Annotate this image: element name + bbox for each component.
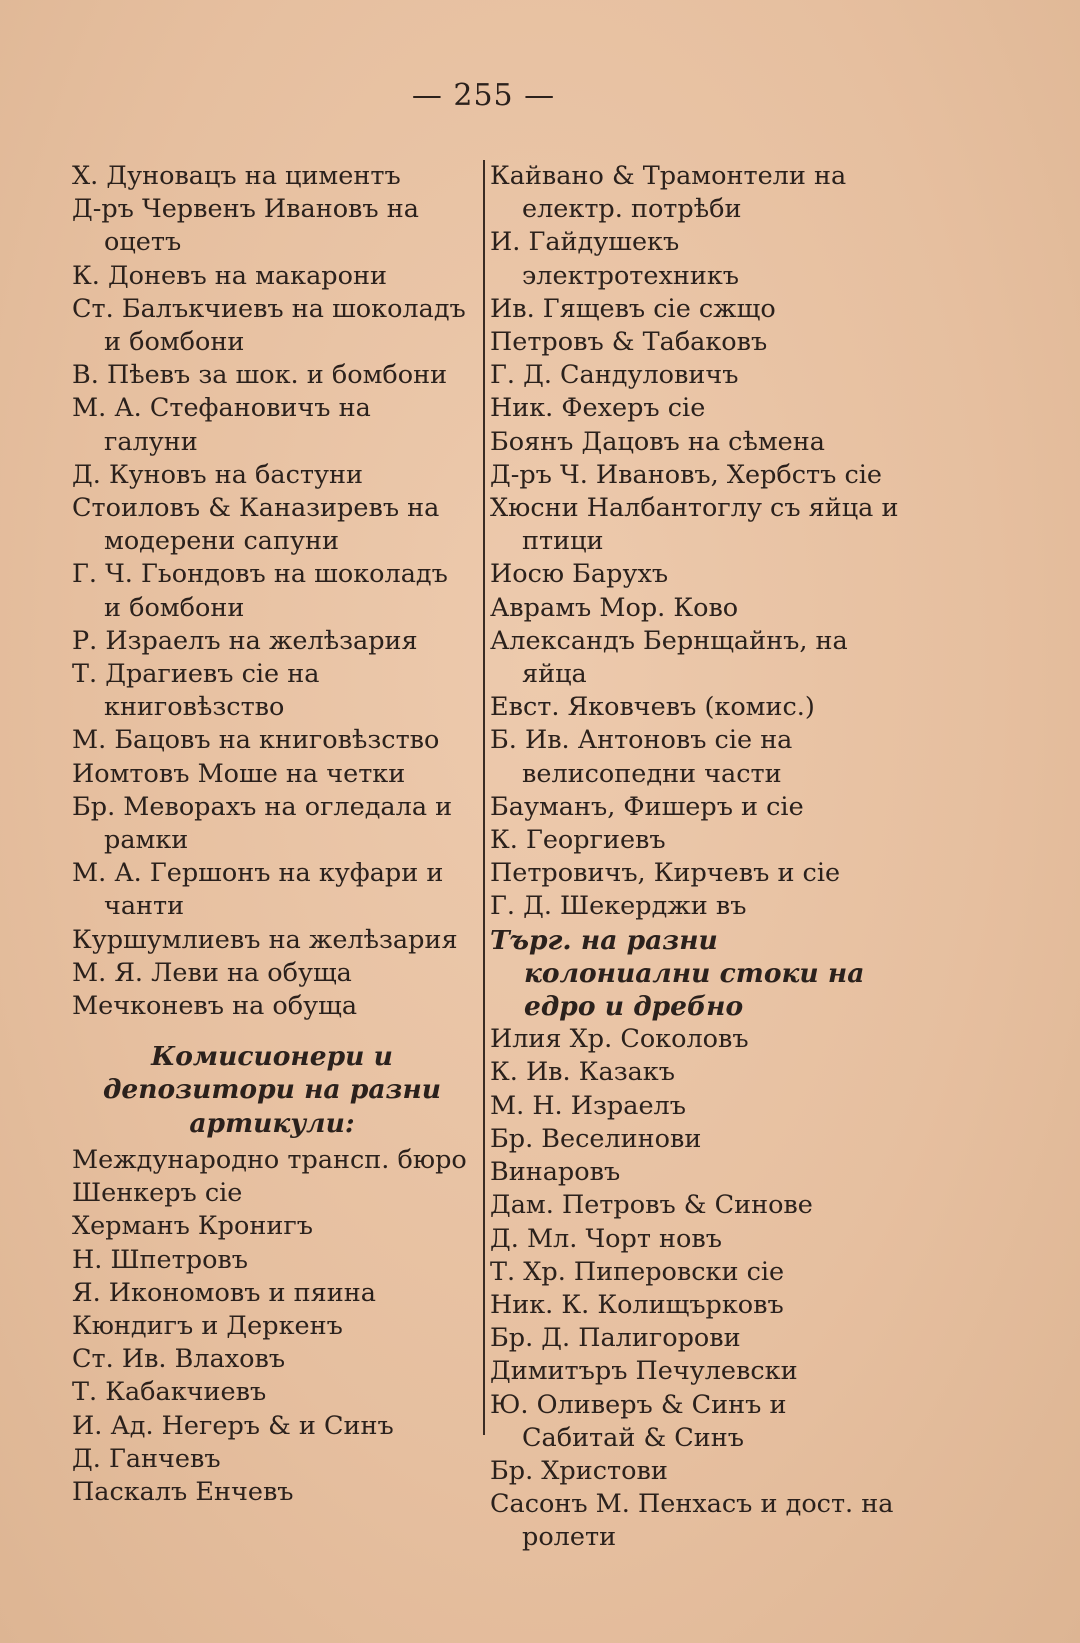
directory-entry: И. Гайдушекъ электротехникъ (490, 227, 740, 291)
directory-entry: Петровъ & Табаковъ (490, 327, 768, 358)
left-entries-top (72, 160, 472, 1023)
directory-entry: В. Пѣевъ за шок. и бомбони (72, 360, 448, 391)
directory-entry: Бр. Веселинови (490, 1123, 702, 1154)
directory-entry: Александъ Бернщайнъ, на яйца (490, 625, 848, 690)
directory-entry: Д-ръ Червенъ Ивановъ на оцетъ (72, 194, 419, 258)
directory-columns (72, 160, 902, 1553)
directory-entry: Паскалъ Енчевъ (72, 1476, 294, 1507)
directory-entry: Г. Ч. Гьондовъ на шоколадъ и бомбони (72, 559, 448, 623)
directory-entry: Стоиловъ & Каназиревъ на модерени сапуни (72, 493, 440, 557)
directory-entry: М. Бацовъ на книговѣзство (72, 725, 440, 756)
directory-entry: К. Доневъ на макарони (72, 260, 387, 291)
directory-entry: Хюсни Налбантоглу съ яйца и птици (490, 493, 899, 557)
directory-entry: Дам. Петровъ & Синове (490, 1190, 813, 1221)
directory-entry: Илия Хр. Соколовъ (490, 1024, 749, 1055)
directory-entry: Шенкеръ сіе (72, 1178, 243, 1209)
left-column (72, 160, 472, 1509)
directory-entry: Сасонъ М. Пенхасъ и дост. на ролети (490, 1489, 894, 1553)
section-heading-colonial-goods: Търг. на разни колониални стоки на едро и дребно (490, 924, 865, 1023)
directory-entry: Ст. Балъкчиевъ на шоколадъ и бомбони (72, 293, 466, 358)
directory-entry: Ю. Оливеръ & Синъ и Сабитай & Синъ (490, 1389, 787, 1453)
column-divider (483, 160, 485, 1435)
directory-entry: М. Н. Израелъ (490, 1090, 686, 1121)
right-column (490, 160, 902, 1555)
directory-entry: Евст. Яковчевъ (комис.) (490, 692, 815, 723)
directory-entry: Бр. Христови (490, 1455, 668, 1486)
directory-entry: Х. Дуновацъ на циментъ (72, 161, 401, 191)
directory-entry: Д. Куновъ на бастуни (72, 459, 363, 490)
directory-entry: Т. Драгиевъ сіе на книговѣзство (72, 659, 320, 723)
directory-entry: Д. Ганчевъ (72, 1443, 221, 1474)
directory-entry: К. Ив. Казакъ (490, 1057, 675, 1088)
directory-entry: Т. Хр. Пиперовски сіе (490, 1256, 785, 1287)
directory-entry: Ст. Ив. Влаховъ (72, 1344, 286, 1375)
directory-entry: Бр. Меворахъ на огледала и рамки (72, 791, 453, 856)
directory-entry: Г. Д. Сандуловичъ (490, 360, 739, 391)
directory-entry: Т. Кабакчиевъ (72, 1377, 267, 1408)
directory-entry: Боянъ Дацовъ на сѣмена (490, 426, 825, 457)
directory-entry: Ник. Фехеръ сіе (490, 393, 706, 424)
directory-entry: М. Я. Леви на обуща (72, 957, 352, 988)
directory-entry: М. А. Стефановичъ на галуни (72, 393, 371, 457)
right-entries-bottom (490, 1023, 902, 1554)
directory-entry: Петровичъ, Кирчевъ и сіе (490, 858, 841, 889)
directory-entry: Кайвано & Трамонтели на електр. потрѣби (490, 161, 847, 225)
directory-entry: Иомтовъ Моше на четки (72, 758, 406, 789)
directory-entry: Д. Мл. Чорт новъ (490, 1223, 722, 1254)
directory-entry: Иосю Барухъ (490, 559, 669, 590)
directory-entry: Я. Икономовъ и пяина (72, 1277, 376, 1308)
directory-entry: Г. Д. Шекерджи въ (490, 891, 747, 922)
directory-entry: Винаровъ (490, 1157, 621, 1188)
directory-entry: Международно трансп. бюро (72, 1144, 467, 1175)
directory-entry: Ник. К. Колищърковъ (490, 1289, 784, 1320)
directory-entry: Мечконевъ на обуща (72, 991, 358, 1022)
directory-entry: Д-ръ Ч. Ивановъ, Хербстъ сіе (490, 459, 883, 490)
directory-entry: Димитъръ Печулевски (490, 1356, 798, 1387)
directory-entry: Бр. Д. Палигорови (490, 1323, 741, 1354)
right-entries-top (490, 160, 902, 924)
directory-entry: М. А. Гершонъ на куфари и чанти (72, 858, 444, 922)
directory-entry: Куршумлиевъ на желѣзария (72, 924, 458, 955)
directory-entry: Н. Шпетровъ (72, 1244, 248, 1275)
directory-entry: Кюндигъ и Деркенъ (72, 1310, 343, 1341)
directory-entry: Б. Ив. Антоновъ сіе на велисопедни части (490, 725, 793, 789)
section-heading-commission-agents: Комисионери и депозитори на разни артикули: (102, 1041, 442, 1139)
directory-entry: Р. Израелъ на желѣзария (72, 625, 418, 656)
directory-entry: И. Ад. Негеръ & и Синъ (72, 1410, 394, 1441)
directory-entry: Бауманъ, Фишеръ и сіе (490, 791, 804, 822)
directory-entry: Херманъ Кронигъ (72, 1211, 313, 1242)
page-number: — 255 — (411, 78, 556, 113)
directory-entry: Ив. Гящевъ сіе сжщо (490, 293, 776, 324)
directory-entry: Аврамъ Мор. Ково (490, 592, 739, 623)
left-entries-bottom (72, 1144, 472, 1509)
directory-entry: К. Георгиевъ (490, 825, 666, 856)
